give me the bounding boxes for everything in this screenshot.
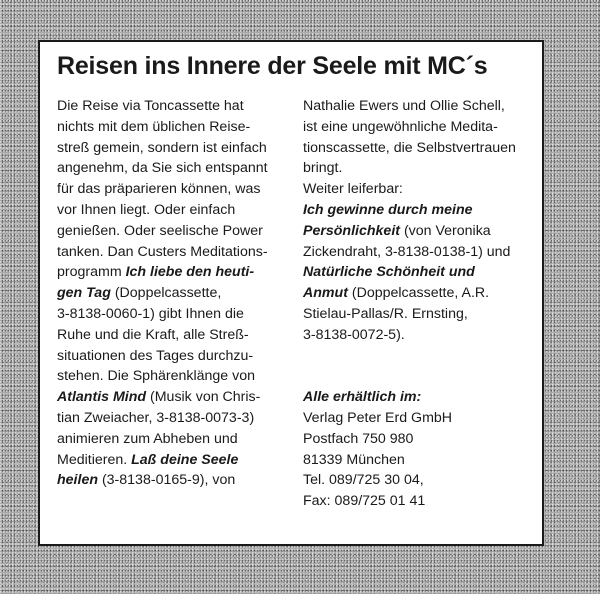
text-run: 81339 München <box>303 451 405 468</box>
text-run: genießen. Oder seelische Power <box>57 222 263 239</box>
text-run: (Doppelcassette, <box>110 285 222 302</box>
text-line <box>303 138 516 159</box>
text-run: (Musik von Chris- <box>146 389 261 406</box>
text-run: tionscassette, die Selbstvertrauen <box>303 139 516 156</box>
emphasized-title: Atlantis Mind <box>57 389 147 406</box>
text-line <box>57 450 268 471</box>
text-line <box>303 221 516 242</box>
text-line <box>57 262 268 283</box>
text-line <box>303 200 516 221</box>
article-title: Reisen ins Innere der Seele mit MC´s <box>57 52 488 80</box>
emphasized-title: gen Tag <box>57 285 111 302</box>
text-run: Tel. 089/725 30 04, <box>303 472 424 489</box>
text-line <box>57 242 268 263</box>
text-line <box>303 491 516 512</box>
text-line <box>57 179 268 200</box>
text-run: tanken. Dan Custers Meditations- <box>57 243 268 260</box>
text-run: (3-8138-0165-9), von <box>98 472 236 489</box>
text-line <box>57 221 268 242</box>
text-run: streß gemein, sondern ist einfach <box>57 139 267 156</box>
text-line <box>57 387 268 408</box>
text-run: Stielau-Pallas/R. Ernsting, <box>303 305 468 322</box>
text-line <box>303 450 516 471</box>
text-line <box>57 346 268 367</box>
text-line <box>57 138 268 159</box>
text-run: ist eine ungewöhnliche Medita- <box>303 118 498 135</box>
emphasized-title: Laß deine Seele <box>131 451 239 468</box>
left-column <box>57 96 268 491</box>
text-run: animieren zum Abheben und <box>57 430 238 447</box>
text-run: Nathalie Ewers und Ollie Schell, <box>303 98 505 114</box>
text-line <box>57 366 268 387</box>
text-run: Fax: 089/725 01 41 <box>303 493 426 510</box>
text-line <box>303 325 516 346</box>
text-line <box>303 408 516 429</box>
text-line <box>303 262 516 283</box>
text-run: 3-8138-0072-5). <box>303 326 405 343</box>
text-line <box>303 179 516 200</box>
text-line <box>57 429 268 450</box>
text-run: situationen des Tages durchzu- <box>57 347 254 364</box>
text-line <box>303 304 516 325</box>
text-line <box>57 304 268 325</box>
text-line <box>303 470 516 491</box>
text-line <box>57 470 268 491</box>
text-line <box>303 117 516 138</box>
text-line <box>303 429 516 450</box>
blank-line <box>303 346 516 367</box>
text-line <box>303 158 516 179</box>
text-line <box>303 96 516 117</box>
emphasized-title: Ich gewinne durch meine <box>303 201 473 218</box>
text-run: vor Ihnen liegt. Oder einfach <box>57 201 236 218</box>
text-line <box>57 200 268 221</box>
text-line <box>303 387 516 408</box>
text-run: (von Veronika <box>400 222 491 239</box>
text-run: nichts mit dem üblichen Reise- <box>57 118 251 135</box>
text-run: 3-8138-0060-1) gibt Ihnen die <box>57 305 244 322</box>
text-run: Ruhe und die Kraft, alle Streß- <box>57 326 249 343</box>
text-run: Meditieren. <box>57 451 132 468</box>
text-run: für das präparieren können, was <box>57 181 261 198</box>
emphasized-title: Natürliche Schönheit und <box>303 264 475 281</box>
text-run: tian Zweiacher, 3-8138-0073-3) <box>57 409 255 426</box>
emphasized-title: Alle erhältlich im: <box>303 389 422 406</box>
emphasized-title: heilen <box>57 472 98 489</box>
emphasized-title: Ich liebe den heuti- <box>125 264 255 281</box>
text-run: Verlag Peter Erd GmbH <box>303 409 453 426</box>
text-run: (Doppelcassette, A.R. <box>347 285 490 302</box>
text-run: Zickendraht, 3-8138-0138-1) und <box>303 243 511 260</box>
text-run: bringt. <box>303 160 343 177</box>
text-line <box>303 242 516 263</box>
emphasized-title: Anmut <box>303 285 348 302</box>
blank-line <box>303 366 516 387</box>
emphasized-title: Persönlichkeit <box>303 222 400 239</box>
article-box <box>38 40 544 546</box>
text-line <box>57 117 268 138</box>
text-line <box>303 283 516 304</box>
text-line <box>57 158 268 179</box>
text-run: stehen. Die Sphärenklänge von <box>57 368 255 385</box>
text-run: Weiter leiferbar: <box>303 181 403 198</box>
text-line <box>57 96 268 117</box>
text-run: Die Reise via Toncassette hat <box>57 98 244 114</box>
right-column <box>303 96 516 512</box>
text-run: angenehm, da Sie sich entspannt <box>57 160 268 177</box>
text-line <box>57 325 268 346</box>
text-line <box>57 283 268 304</box>
text-run: Postfach 750 980 <box>303 430 414 447</box>
text-line <box>57 408 268 429</box>
text-run: programm <box>57 264 126 281</box>
